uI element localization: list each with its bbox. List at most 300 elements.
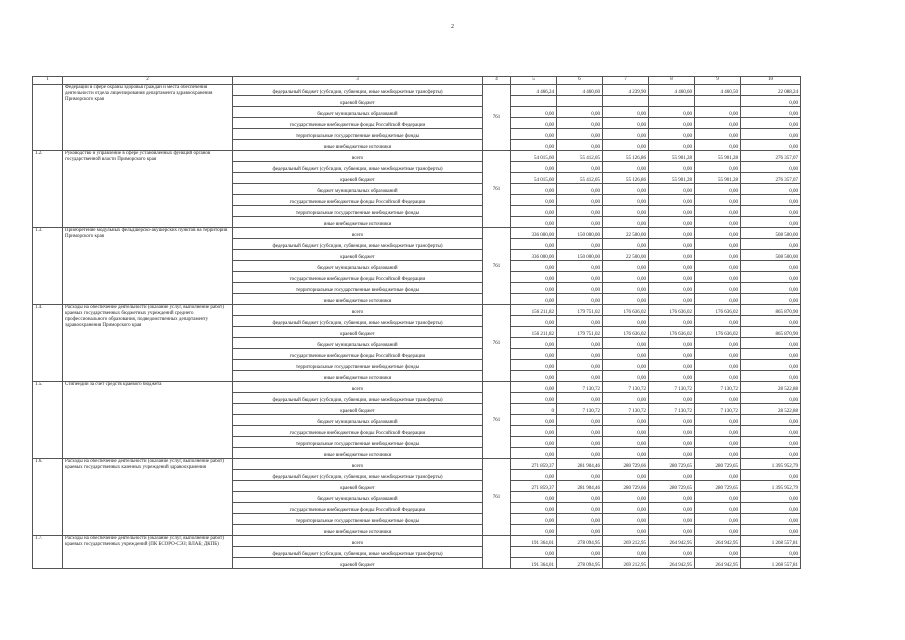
amount-cell: 0,00 bbox=[649, 195, 695, 206]
amount-cell: 0,00 bbox=[603, 470, 649, 481]
amount-cell: 0,00 bbox=[695, 525, 741, 536]
amount-cell: 0,00 bbox=[557, 371, 603, 382]
amount-cell: 0,00 bbox=[603, 360, 649, 371]
amount-cell: 28 522,88 bbox=[741, 382, 801, 393]
amount-cell: 0,00 bbox=[511, 316, 557, 327]
amount-cell: 0,00 bbox=[603, 162, 649, 173]
amount-cell: 0,00 bbox=[741, 547, 801, 558]
table-row bbox=[33, 228, 801, 239]
amount-cell: 0,00 bbox=[741, 195, 801, 206]
header-cell: 10 bbox=[741, 77, 801, 85]
amount-cell: 55 901,28 bbox=[695, 151, 741, 162]
amount-cell: 7 130,72 bbox=[649, 404, 695, 415]
amount-cell: 0,00 bbox=[741, 272, 801, 283]
amount-cell bbox=[649, 96, 695, 107]
amount-cell: 0,00 bbox=[557, 239, 603, 250]
amount-cell: 0,00 bbox=[695, 129, 741, 140]
budget-table bbox=[32, 76, 801, 569]
amount-cell: 0,00 bbox=[695, 338, 741, 349]
amount-cell: 0,00 bbox=[603, 239, 649, 250]
amount-cell: 176 636,02 bbox=[603, 327, 649, 338]
amount-cell: 0,00 bbox=[741, 349, 801, 360]
amount-cell: 280 729,66 bbox=[603, 459, 649, 470]
amount-cell: 0,00 bbox=[695, 503, 741, 514]
amount-cell: 176 636,02 bbox=[603, 305, 649, 316]
funding-source: иные внебюджетные источники bbox=[233, 448, 483, 459]
amount-cell: 55 412,05 bbox=[557, 173, 603, 184]
amount-cell: 176 636,02 bbox=[695, 327, 741, 338]
funding-source: иные внебюджетные источники bbox=[233, 525, 483, 536]
amount-cell: 264 942,95 bbox=[695, 536, 741, 547]
amount-cell: 0,00 bbox=[511, 261, 557, 272]
amount-cell: 0,00 bbox=[695, 272, 741, 283]
amount-cell: 7 130,72 bbox=[603, 404, 649, 415]
amount-cell: 0,00 bbox=[741, 129, 801, 140]
amount-cell: 0,00 bbox=[603, 448, 649, 459]
amount-cell: 0,00 bbox=[695, 283, 741, 294]
amount-cell: 0,00 bbox=[741, 184, 801, 195]
amount-cell: 0,00 bbox=[695, 195, 741, 206]
amount-cell: 0,00 bbox=[557, 492, 603, 503]
amount-cell: 0,00 bbox=[557, 272, 603, 283]
amount-cell: 0,00 bbox=[741, 448, 801, 459]
amount-cell: 0,00 bbox=[649, 547, 695, 558]
amount-cell: 280 729,65 bbox=[695, 459, 741, 470]
amount-cell: 0,00 bbox=[557, 525, 603, 536]
amount-cell: 0,00 bbox=[511, 360, 557, 371]
amount-cell: 280 729,65 bbox=[649, 481, 695, 492]
funding-source: государственные внебюджетные фонды Российской Федерации bbox=[233, 195, 483, 206]
funding-source: всего bbox=[233, 382, 483, 393]
amount-cell: 0,00 bbox=[741, 107, 801, 118]
item-number bbox=[33, 85, 63, 151]
funding-source: краевой бюджет bbox=[233, 173, 483, 184]
amount-cell: 865 870,90 bbox=[741, 327, 801, 338]
amount-cell: 0,00 bbox=[741, 239, 801, 250]
item-title: Федерации в сфере охраны здоровья граждан и места обеспечения деятельности отдела лицензирования департамента здравоохранения Приморского края bbox=[63, 85, 233, 151]
amount-cell: 0,00 bbox=[741, 206, 801, 217]
amount-cell: 0,00 bbox=[603, 503, 649, 514]
amount-cell: 0,00 bbox=[557, 360, 603, 371]
amount-cell: 0,00 bbox=[649, 294, 695, 305]
amount-cell: 0,00 bbox=[511, 415, 557, 426]
amount-cell: 0,00 bbox=[603, 283, 649, 294]
amount-cell: 0,00 bbox=[511, 393, 557, 404]
amount-cell: 0,00 bbox=[649, 250, 695, 261]
funding-source: государственные внебюджетные фонды Российской Федерации bbox=[233, 349, 483, 360]
table-row bbox=[33, 459, 801, 470]
table-row bbox=[33, 536, 801, 547]
amount-cell: 269 212,95 bbox=[603, 536, 649, 547]
funding-source: федеральный бюджет (субсидии, субвенции, иные межбюджетные трансферты) bbox=[233, 162, 483, 173]
amount-cell: 0,00 bbox=[557, 316, 603, 327]
funding-source: иные внебюджетные источники bbox=[233, 140, 483, 151]
amount-cell: 0,00 bbox=[511, 118, 557, 129]
amount-cell: 0,00 bbox=[695, 140, 741, 151]
amount-cell: 7 130,72 bbox=[695, 404, 741, 415]
funding-source: территориальные государственные внебюджетные фонды bbox=[233, 437, 483, 448]
amount-cell: 0,00 bbox=[649, 360, 695, 371]
amount-cell: 336 000,00 bbox=[511, 228, 557, 239]
amount-cell: 22 500,00 bbox=[603, 250, 649, 261]
amount-cell: 4 239,90 bbox=[603, 85, 649, 96]
amount-cell: 0,00 bbox=[695, 426, 741, 437]
funding-source: федеральный бюджет (субсидии, субвенции, иные межбюджетные трансферты) bbox=[233, 393, 483, 404]
funding-source: государственные внебюджетные фонды Российской Федерации bbox=[233, 426, 483, 437]
amount-cell: 0,00 bbox=[603, 415, 649, 426]
amount-cell: 276 357,07 bbox=[741, 173, 801, 184]
amount-cell: 0,00 bbox=[511, 338, 557, 349]
funding-source: федеральный бюджет (субсидии, субвенции, иные межбюджетные трансферты) bbox=[233, 316, 483, 327]
item-number: 1.3. bbox=[33, 228, 63, 305]
header-cell: 3 bbox=[233, 77, 483, 85]
header-cell: 9 bbox=[695, 77, 741, 85]
amount-cell: 280 729,65 bbox=[649, 459, 695, 470]
amount-cell: 150 000,00 bbox=[557, 228, 603, 239]
item-title: Стипендии за счет средств краевого бюджета bbox=[63, 382, 233, 459]
funding-source: государственные внебюджетные фонды Российской Федерации bbox=[233, 118, 483, 129]
amount-cell: 0,00 bbox=[695, 547, 741, 558]
amount-cell: 1 268 557,81 bbox=[741, 558, 801, 569]
funding-source: иные внебюджетные источники bbox=[233, 217, 483, 228]
amount-cell: 55 901,28 bbox=[649, 151, 695, 162]
amount-cell: 0,00 bbox=[741, 503, 801, 514]
amount-cell: 0,00 bbox=[511, 283, 557, 294]
amount-cell: 0,00 bbox=[557, 393, 603, 404]
amount-cell: 55 126,86 bbox=[603, 173, 649, 184]
amount-cell: 0,00 bbox=[695, 228, 741, 239]
amount-cell: 0,00 bbox=[695, 294, 741, 305]
funding-source: федеральный бюджет (субсидии, субвенции, иные межбюджетные трансферты) bbox=[233, 547, 483, 558]
amount-cell: 0,00 bbox=[649, 415, 695, 426]
amount-cell: 0,00 bbox=[511, 437, 557, 448]
amount-cell: 0,00 bbox=[557, 426, 603, 437]
funding-source: территориальные государственные внебюджетные фонды bbox=[233, 206, 483, 217]
amount-cell: 156 211,82 bbox=[511, 327, 557, 338]
amount-cell: 0,00 bbox=[511, 294, 557, 305]
header-cell: 6 bbox=[557, 77, 603, 85]
amount-cell: 264 942,95 bbox=[649, 536, 695, 547]
funding-source: всего bbox=[233, 305, 483, 316]
table-row bbox=[33, 305, 801, 316]
funding-source: иные внебюджетные источники bbox=[233, 371, 483, 382]
amount-cell: 0,00 bbox=[511, 272, 557, 283]
amount-cell: 0,00 bbox=[603, 492, 649, 503]
amount-cell: 176 636,02 bbox=[649, 305, 695, 316]
amount-cell: 4 460,50 bbox=[695, 85, 741, 96]
item-number: 1.5. bbox=[33, 382, 63, 459]
funding-source: всего bbox=[233, 536, 483, 547]
amount-cell: 0,00 bbox=[603, 349, 649, 360]
grbs-code: 761 bbox=[483, 305, 511, 382]
amount-cell: 0,00 bbox=[649, 272, 695, 283]
amount-cell: 0,00 bbox=[741, 338, 801, 349]
header-cell: 7 bbox=[603, 77, 649, 85]
funding-source: государственные внебюджетные фонды Российской Федерации bbox=[233, 503, 483, 514]
amount-cell: 336 000,00 bbox=[511, 250, 557, 261]
amount-cell: 278 094,95 bbox=[557, 558, 603, 569]
amount-cell: 0,00 bbox=[649, 261, 695, 272]
amount-cell: 0,00 bbox=[741, 261, 801, 272]
amount-cell: 0,00 bbox=[511, 492, 557, 503]
funding-source: краевой бюджет bbox=[233, 96, 483, 107]
amount-cell: 0,00 bbox=[603, 316, 649, 327]
amount-cell: 0 bbox=[511, 404, 557, 415]
amount-cell: 0,00 bbox=[511, 140, 557, 151]
amount-cell: 0,00 bbox=[603, 514, 649, 525]
funding-source: бюджет муниципальных образований bbox=[233, 492, 483, 503]
amount-cell: 0,00 bbox=[557, 261, 603, 272]
amount-cell: 0,00 bbox=[557, 217, 603, 228]
amount-cell: 0,00 bbox=[649, 140, 695, 151]
funding-source: краевой бюджет bbox=[233, 404, 483, 415]
amount-cell: 0,00 bbox=[695, 415, 741, 426]
amount-cell: 0,00 bbox=[649, 514, 695, 525]
amount-cell: 0,00 bbox=[649, 239, 695, 250]
amount-cell: 7 130,72 bbox=[557, 404, 603, 415]
amount-cell: 0,00 bbox=[557, 283, 603, 294]
amount-cell: 0,00 bbox=[695, 470, 741, 481]
header-row bbox=[33, 77, 801, 85]
amount-cell: 0,00 bbox=[741, 294, 801, 305]
amount-cell: 0,00 bbox=[557, 514, 603, 525]
amount-cell: 0,00 bbox=[741, 316, 801, 327]
amount-cell: 0,00 bbox=[511, 448, 557, 459]
amount-cell: 271 859,37 bbox=[511, 459, 557, 470]
amount-cell: 278 094,95 bbox=[557, 536, 603, 547]
item-number: 1.6. bbox=[33, 459, 63, 536]
amount-cell: 7 130,72 bbox=[649, 382, 695, 393]
amount-cell: 0,00 bbox=[695, 118, 741, 129]
amount-cell: 508 500,00 bbox=[741, 250, 801, 261]
amount-cell: 0,00 bbox=[649, 393, 695, 404]
amount-cell: 0,00 bbox=[695, 162, 741, 173]
amount-cell: 0,00 bbox=[603, 184, 649, 195]
amount-cell: 0,00 bbox=[511, 525, 557, 536]
amount-cell: 0,00 bbox=[603, 338, 649, 349]
amount-cell: 54 015,60 bbox=[511, 173, 557, 184]
amount-cell: 0,00 bbox=[649, 184, 695, 195]
amount-cell: 264 942,95 bbox=[695, 558, 741, 569]
funding-source: бюджет муниципальных образований bbox=[233, 107, 483, 118]
amount-cell: 0,00 bbox=[741, 140, 801, 151]
amount-cell: 0,00 bbox=[557, 338, 603, 349]
amount-cell: 22 088,24 bbox=[741, 85, 801, 96]
item-title: Расходы на обеспечение деятельности (оказание услуг, выполнение работ) краевых государственных учреждений (ПК БСОРО-СЭЗ; ВЛАБ; ДКПБ) bbox=[63, 536, 233, 569]
amount-cell: 7 130,72 bbox=[557, 382, 603, 393]
funding-source: краевой бюджет bbox=[233, 558, 483, 569]
amount-cell: 0,00 bbox=[557, 118, 603, 129]
amount-cell: 0,00 bbox=[695, 393, 741, 404]
amount-cell bbox=[603, 96, 649, 107]
item-number: 1.7. bbox=[33, 536, 63, 569]
amount-cell: 0,00 bbox=[603, 371, 649, 382]
amount-cell: 55 901,28 bbox=[649, 173, 695, 184]
amount-cell: 0,00 bbox=[603, 525, 649, 536]
amount-cell: 0,00 bbox=[649, 349, 695, 360]
amount-cell: 0,00 bbox=[603, 195, 649, 206]
grbs-code: 761 bbox=[483, 228, 511, 305]
amount-cell: 0,00 bbox=[511, 107, 557, 118]
funding-source: бюджет муниципальных образований bbox=[233, 415, 483, 426]
grbs-code: 761 bbox=[483, 459, 511, 536]
amount-cell: 0,00 bbox=[649, 129, 695, 140]
amount-cell: 0,00 bbox=[603, 206, 649, 217]
amount-cell: 0,00 bbox=[511, 184, 557, 195]
amount-cell: 0,00 bbox=[511, 514, 557, 525]
amount-cell: 0,00 bbox=[511, 239, 557, 250]
funding-source: территориальные государственные внебюджетные фонды bbox=[233, 514, 483, 525]
amount-cell: 0,00 bbox=[741, 426, 801, 437]
amount-cell: 0,00 bbox=[649, 217, 695, 228]
amount-cell: 0,00 bbox=[649, 107, 695, 118]
amount-cell: 0,00 bbox=[695, 206, 741, 217]
amount-cell: 55 901,28 bbox=[695, 173, 741, 184]
amount-cell: 0,00 bbox=[511, 206, 557, 217]
amount-cell: 0,00 bbox=[741, 492, 801, 503]
amount-cell: 22 500,00 bbox=[603, 228, 649, 239]
amount-cell: 0,00 bbox=[695, 250, 741, 261]
amount-cell: 0,00 bbox=[603, 129, 649, 140]
amount-cell: 0,00 bbox=[741, 162, 801, 173]
amount-cell: 280 729,65 bbox=[695, 481, 741, 492]
amount-cell: 55 126,86 bbox=[603, 151, 649, 162]
amount-cell: 0,00 bbox=[695, 448, 741, 459]
amount-cell: 0,00 bbox=[695, 437, 741, 448]
amount-cell: 0,00 bbox=[557, 206, 603, 217]
funding-source: территориальные государственные внебюджетные фонды bbox=[233, 129, 483, 140]
amount-cell: 0,00 bbox=[649, 162, 695, 173]
amount-cell: 0,00 bbox=[741, 470, 801, 481]
funding-source: краевой бюджет bbox=[233, 327, 483, 338]
amount-cell: 0,00 bbox=[695, 184, 741, 195]
amount-cell: 0,00 bbox=[695, 217, 741, 228]
funding-source: иные внебюджетные источники bbox=[233, 294, 483, 305]
amount-cell: 55 412,05 bbox=[557, 151, 603, 162]
amount-cell: 0,00 bbox=[649, 492, 695, 503]
amount-cell: 28 522,88 bbox=[741, 404, 801, 415]
amount-cell: 0,00 bbox=[741, 514, 801, 525]
amount-cell: 4 460,60 bbox=[557, 85, 603, 96]
amount-cell: 0,00 bbox=[557, 184, 603, 195]
amount-cell bbox=[511, 96, 557, 107]
amount-cell: 54 015,60 bbox=[511, 151, 557, 162]
amount-cell: 0,00 bbox=[511, 503, 557, 514]
item-title: Приобретение модульных фельдшерско-акушерских пунктов на территории Приморского края bbox=[63, 228, 233, 305]
amount-cell: 0,00 bbox=[557, 162, 603, 173]
amount-cell: 0,00 bbox=[511, 162, 557, 173]
amount-cell: 179 751,02 bbox=[557, 305, 603, 316]
funding-source: территориальные государственные внебюджетные фонды bbox=[233, 283, 483, 294]
amount-cell: 865 870,90 bbox=[741, 305, 801, 316]
amount-cell bbox=[695, 96, 741, 107]
item-title: Расходы на обеспечение деятельности (оказание услуг, выполнение работ) краевых государственных казенных учреждений здравоохранения bbox=[63, 459, 233, 536]
item-title: Расходы на обеспечение деятельности (оказание услуг, выполнение работ) краевых государственных бюджетных учреждений среднего профессионального образования, подведомственных департаменту здравоохранения Приморского края bbox=[63, 305, 233, 382]
amount-cell: 0,00 bbox=[603, 140, 649, 151]
amount-cell: 1 395 952,79 bbox=[741, 481, 801, 492]
table-row bbox=[33, 382, 801, 393]
amount-cell: 179 751,02 bbox=[557, 327, 603, 338]
amount-cell: 0,00 bbox=[649, 437, 695, 448]
item-number: 1.2. bbox=[33, 151, 63, 228]
amount-cell: 0,00 bbox=[557, 294, 603, 305]
amount-cell: 0,00 bbox=[511, 217, 557, 228]
grbs-code: 761 bbox=[483, 85, 511, 151]
amount-cell: 0,00 bbox=[741, 415, 801, 426]
amount-cell: 0,00 bbox=[695, 107, 741, 118]
item-title: Руководство и управление в сфере установленных функций органов государственной власти Приморского края bbox=[63, 151, 233, 228]
amount-cell: 176 636,02 bbox=[695, 305, 741, 316]
amount-cell: 0,00 bbox=[557, 349, 603, 360]
page-number: 2 bbox=[451, 24, 454, 30]
amount-cell: 0,00 bbox=[557, 448, 603, 459]
amount-cell: 0,00 bbox=[511, 349, 557, 360]
amount-cell: 0,00 bbox=[649, 228, 695, 239]
amount-cell: 0,00 bbox=[557, 107, 603, 118]
amount-cell: 0,00 bbox=[557, 129, 603, 140]
amount-cell: 269 212,95 bbox=[603, 558, 649, 569]
funding-source: всего bbox=[233, 228, 483, 239]
amount-cell: 0,00 bbox=[649, 525, 695, 536]
grbs-code: 761 bbox=[483, 382, 511, 459]
amount-cell: 0,00 bbox=[741, 217, 801, 228]
amount-cell: 0,00 bbox=[511, 382, 557, 393]
header-cell: 8 bbox=[649, 77, 695, 85]
amount-cell: 0,00 bbox=[557, 437, 603, 448]
amount-cell: 0,00 bbox=[649, 206, 695, 217]
amount-cell: 176 636,02 bbox=[649, 327, 695, 338]
amount-cell: 0,00 bbox=[603, 294, 649, 305]
amount-cell: 0,00 bbox=[741, 371, 801, 382]
header-cell: 4 bbox=[483, 77, 511, 85]
funding-source: бюджет муниципальных образований bbox=[233, 184, 483, 195]
amount-cell: 0,00 bbox=[649, 118, 695, 129]
amount-cell: 0,00 bbox=[741, 96, 801, 107]
amount-cell: 0,00 bbox=[603, 118, 649, 129]
amount-cell: 156 211,82 bbox=[511, 305, 557, 316]
amount-cell: 0,00 bbox=[557, 503, 603, 514]
amount-cell: 1 395 952,79 bbox=[741, 459, 801, 470]
amount-cell: 0,00 bbox=[741, 283, 801, 294]
funding-source: государственные внебюджетные фонды Российской Федерации bbox=[233, 272, 483, 283]
amount-cell: 0,00 bbox=[511, 426, 557, 437]
item-number: 1.4. bbox=[33, 305, 63, 382]
amount-cell: 271 859,37 bbox=[511, 481, 557, 492]
funding-source: бюджет муниципальных образований bbox=[233, 261, 483, 272]
amount-cell: 7 130,72 bbox=[603, 382, 649, 393]
amount-cell: 0,00 bbox=[557, 195, 603, 206]
amount-cell: 0,00 bbox=[511, 470, 557, 481]
amount-cell: 0,00 bbox=[741, 118, 801, 129]
funding-source: федеральный бюджет (субсидии, субвенции, иные межбюджетные трансферты) bbox=[233, 470, 483, 481]
amount-cell: 281 904,46 bbox=[557, 481, 603, 492]
amount-cell: 0,00 bbox=[557, 470, 603, 481]
funding-source: бюджет муниципальных образований bbox=[233, 338, 483, 349]
header-cell: 2 bbox=[63, 77, 233, 85]
amount-cell: 0,00 bbox=[695, 349, 741, 360]
amount-cell: 1 268 557,81 bbox=[741, 536, 801, 547]
funding-source: федеральный бюджет (субсидии, субвенции, иные межбюджетные трансферты) bbox=[233, 85, 483, 96]
amount-cell: 0,00 bbox=[695, 261, 741, 272]
funding-source: краевой бюджет bbox=[233, 250, 483, 261]
amount-cell: 264 942,95 bbox=[649, 558, 695, 569]
amount-cell: 0,00 bbox=[695, 316, 741, 327]
amount-cell: 0,00 bbox=[603, 107, 649, 118]
amount-cell: 7 130,72 bbox=[695, 382, 741, 393]
amount-cell: 0,00 bbox=[695, 514, 741, 525]
amount-cell: 0,00 bbox=[603, 272, 649, 283]
amount-cell: 191 364,01 bbox=[511, 536, 557, 547]
